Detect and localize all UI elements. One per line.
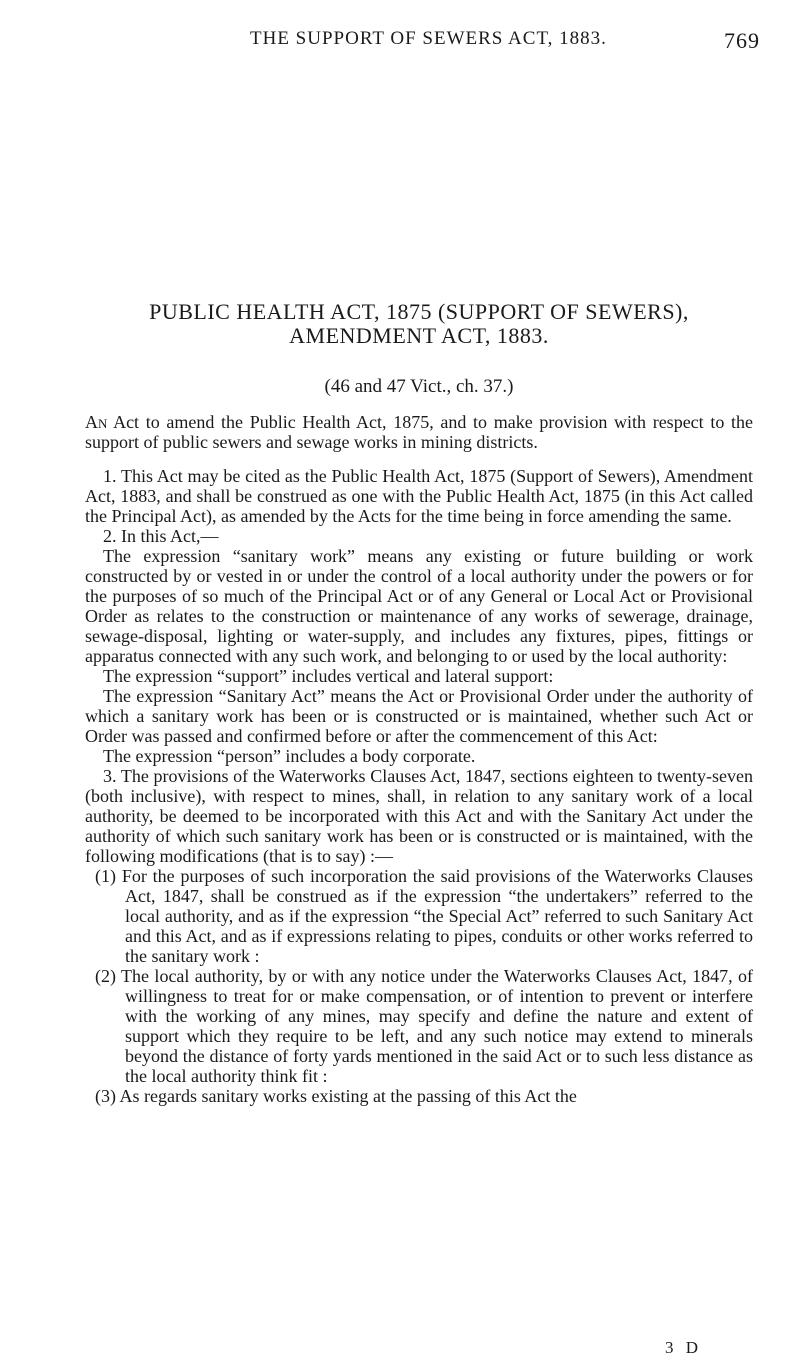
long-title [85, 412, 753, 452]
section-1: 1. This Act may be cited as the Public Health Act, 1875 (Support of Sewers), Amendment Act, 1883, and shall be construed as one with the Public Health Act, 1875 (in this Act called the Principal Act), as amended by the Acts for the time being in force amending the same. [85, 466, 753, 526]
definition-person: The expression “person” includes a body corporate. [103, 746, 476, 766]
act-title [85, 300, 753, 348]
act-citation: (46 and 47 Vict., ch. 37.) [324, 376, 514, 397]
section-3-intro: 3. The provisions of the Waterworks Clauses Act, 1847, sections eighteen to twenty-seven (both inclusive), with respect to mines, shall, in relation to any sanitary work of a local authority, be deemed to be incorporated with this Act and with the Sanitary Act under the authority of which such sanitary work has been or is constructed or is maintained, with the following modifications (that is to say) :— [85, 766, 753, 866]
definition-support: The expression “support” includes vertical and lateral support: [103, 666, 554, 686]
act-title-line-2: AMENDMENT ACT, 1883. [289, 323, 549, 348]
running-head-title: THE SUPPORT OF SEWERS ACT, 1883. [250, 28, 607, 49]
definition-sanitary-act: The expression “Sanitary Act” means the Act or Provisional Order under the authority of which a sanitary work has been or is constructed or is maintained, whether such Act or Order was passed and confirmed before or after the commencement of this Act: [85, 686, 753, 746]
section-3-subsection-1: (1) For the purposes of such incorporation the said provisions of the Waterworks Clauses Act, 1847, shall be construed as if the expression “the undertakers” referred to the local authority, and as if the expression “the Special Act” referred to such Sanitary Act and this Act, and as if expressions relating to pipes, conduits or other works referred to the sanitary work : [95, 866, 753, 966]
long-title-lead: An [85, 412, 108, 432]
section-2-intro: 2. In this Act,— [103, 526, 219, 546]
section-3-subsection-2: (2) The local authority, by or with any notice under the Waterworks Clauses Act, 1847, of willingness to treat for or make compensation, or of intention to prevent or interfere with the working of any mines, may specify and define the nature and extent of support which they require to be left, and any such notice may extend to minerals beyond the distance of forty yards mentioned in the said Act or to such less distance as the local authority think fit : [95, 966, 753, 1086]
page-body [85, 300, 753, 1106]
act-title-line-1: PUBLIC HEALTH ACT, 1875 (SUPPORT OF SEWERS), [149, 299, 689, 324]
long-title-text: Act to amend the Public Health Act, 1875, and to make provision with respect to the support of public sewers and sewage works in mining districts. [85, 412, 753, 452]
section-3-subsection-3: (3) As regards sanitary works existing at the passing of this Act the [95, 1086, 577, 1106]
page-number: 769 [724, 28, 760, 53]
signature-mark: 3 D [665, 1338, 703, 1357]
definition-sanitary-work: The expression “sanitary work” means any existing or future building or work constructed by or vested in or under the control of a local authority under the powers or for the purposes of so much of the Principal Act or of any General or Local Act or Provisional Order as relates to the construction or maintenance of any works of sewerage, drainage, sewage-disposal, lighting or water-supply, and includes any fixtures, pipes, fittings or apparatus connected with any such work, and belonging to or used by the local authority: [85, 546, 753, 666]
